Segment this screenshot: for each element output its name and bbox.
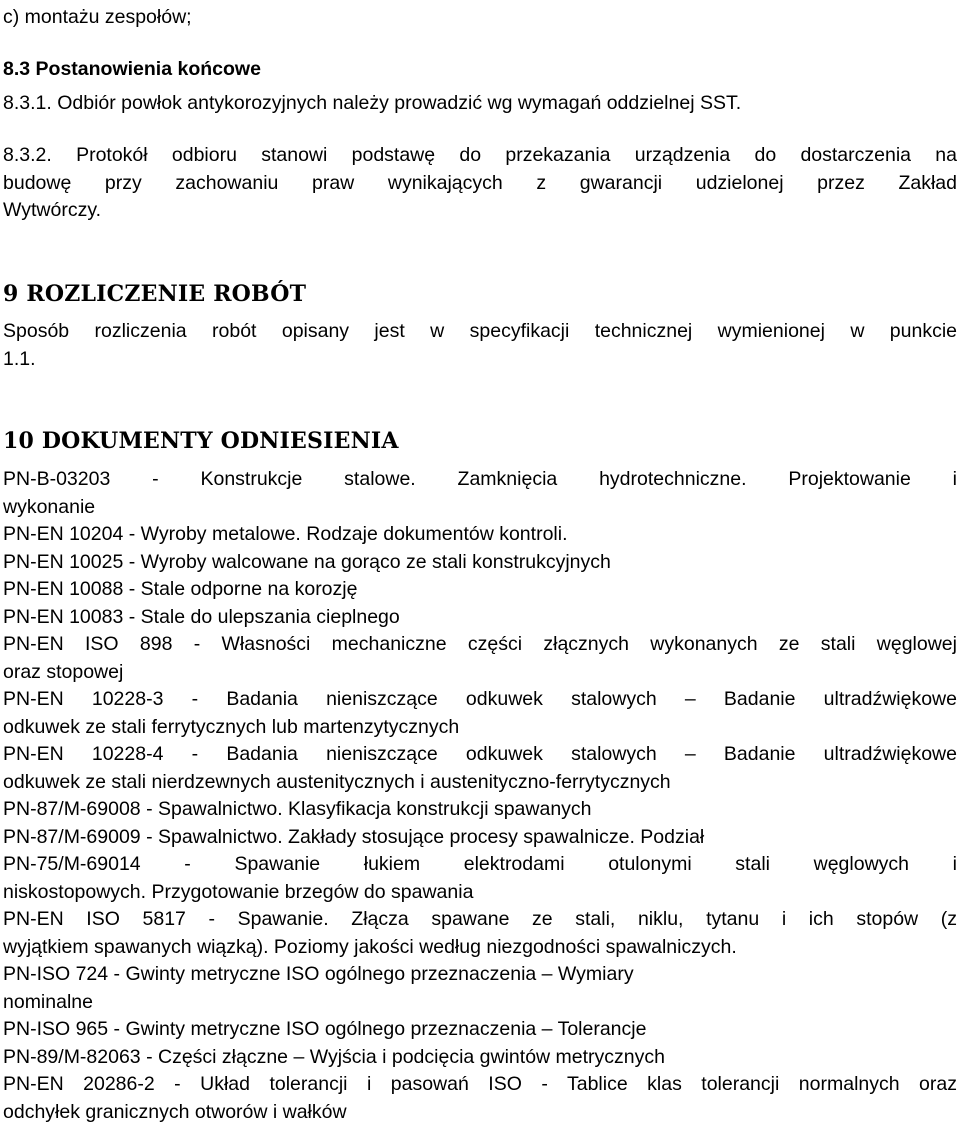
reference-line: nominalne <box>3 989 957 1017</box>
reference-line: odchyłek granicznych otworów i wałków <box>3 1099 957 1126</box>
paragraph-line: budowę przy zachowaniu praw wynikających z gwarancji udzielonej przez Zakład <box>3 170 957 198</box>
reference-line: odkuwek ze stali ferrytycznych lub martenzytycznych <box>3 714 957 742</box>
reference-line: PN-B-03203 - Konstrukcje stalowe. Zamknięcia hydrotechniczne. Projektowanie i <box>3 466 957 494</box>
reference-line: PN-ISO 965 - Gwinty metryczne ISO ogólnego przeznaczenia – Tolerancje <box>3 1016 957 1044</box>
reference-line: PN-EN 20286-2 - Układ tolerancji i pasowań ISO - Tablice klas tolerancji normalnych oraz <box>3 1071 957 1099</box>
reference-line: PN-75/M-69014 - Spawanie łukiem elektrodami otulonymi stali węglowych i <box>3 851 957 879</box>
section-9-body <box>3 318 957 373</box>
reference-line: PN-87/M-69008 - Spawalnictwo. Klasyfikacja konstrukcji spawanych <box>3 796 957 824</box>
reference-line: PN-EN 10025 - Wyroby walcowane na gorąco ze stali konstrukcyjnych <box>3 549 957 577</box>
section-9-heading: 9 ROZLICZENIE ROBÓT <box>3 279 306 309</box>
reference-line: wyjątkiem spawanych wiązką). Poziomy jakości według niezgodności spawalniczych. <box>3 934 957 962</box>
reference-line: PN-EN 10083 - Stale do ulepszania cieplnego <box>3 604 957 632</box>
reference-line: odkuwek ze stali nierdzewnych austenitycznych i austenityczno-ferrytycznych <box>3 769 957 797</box>
section-10-heading: 10 DOKUMENTY ODNIESIENIA <box>3 426 399 456</box>
reference-line: PN-EN 10228-3 - Badania nieniszczące odkuwek stalowych – Badanie ultradźwiękowe <box>3 686 957 714</box>
reference-line: PN-89/M-82063 - Części złączne – Wyjścia i podcięcia gwintów metrycznych <box>3 1044 957 1072</box>
reference-line: PN-87/M-69009 - Spawalnictwo. Zakłady stosujące procesy spawalnicze. Podział <box>3 824 957 852</box>
paragraph-line: Sposób rozliczenia robót opisany jest w specyfikacji technicznej wymienionej w punkcie <box>3 318 957 346</box>
reference-line: PN-EN 10088 - Stale odporne na korozję <box>3 576 957 604</box>
reference-line: oraz stopowej <box>3 659 957 687</box>
reference-list <box>3 466 957 1126</box>
paragraph-8-3-2 <box>3 142 957 225</box>
paragraph-line: Wytwórczy. <box>3 197 957 225</box>
reference-line: niskostopowych. Przygotowanie brzegów do spawania <box>3 879 957 907</box>
paragraph-8-3-1: 8.3.1. Odbiór powłok antykorozyjnych należy prowadzić wg wymagań oddzielnej SST. <box>3 90 741 118</box>
reference-line: PN-EN 10228-4 - Badania nieniszczące odkuwek stalowych – Badanie ultradźwiękowe <box>3 741 957 769</box>
reference-line: PN-EN ISO 5817 - Spawanie. Złącza spawane ze stali, niklu, tytanu i ich stopów (z <box>3 906 957 934</box>
paragraph-line: 8.3.2. Protokół odbioru stanowi podstawę do przekazania urządzenia do dostarczenia na <box>3 142 957 170</box>
reference-line: PN-EN ISO 898 - Własności mechaniczne części złącznych wykonanych ze stali węglowej <box>3 631 957 659</box>
paragraph-line: 1.1. <box>3 346 957 374</box>
list-item-c: c) montażu zespołów; <box>3 4 192 32</box>
reference-line: PN-EN 10204 - Wyroby metalowe. Rodzaje dokumentów kontroli. <box>3 521 957 549</box>
reference-line: wykonanie <box>3 494 957 522</box>
section-8-3-heading: 8.3 Postanowienia końcowe <box>3 56 261 84</box>
reference-line: PN-ISO 724 - Gwinty metryczne ISO ogólnego przeznaczenia – Wymiary <box>3 961 957 989</box>
